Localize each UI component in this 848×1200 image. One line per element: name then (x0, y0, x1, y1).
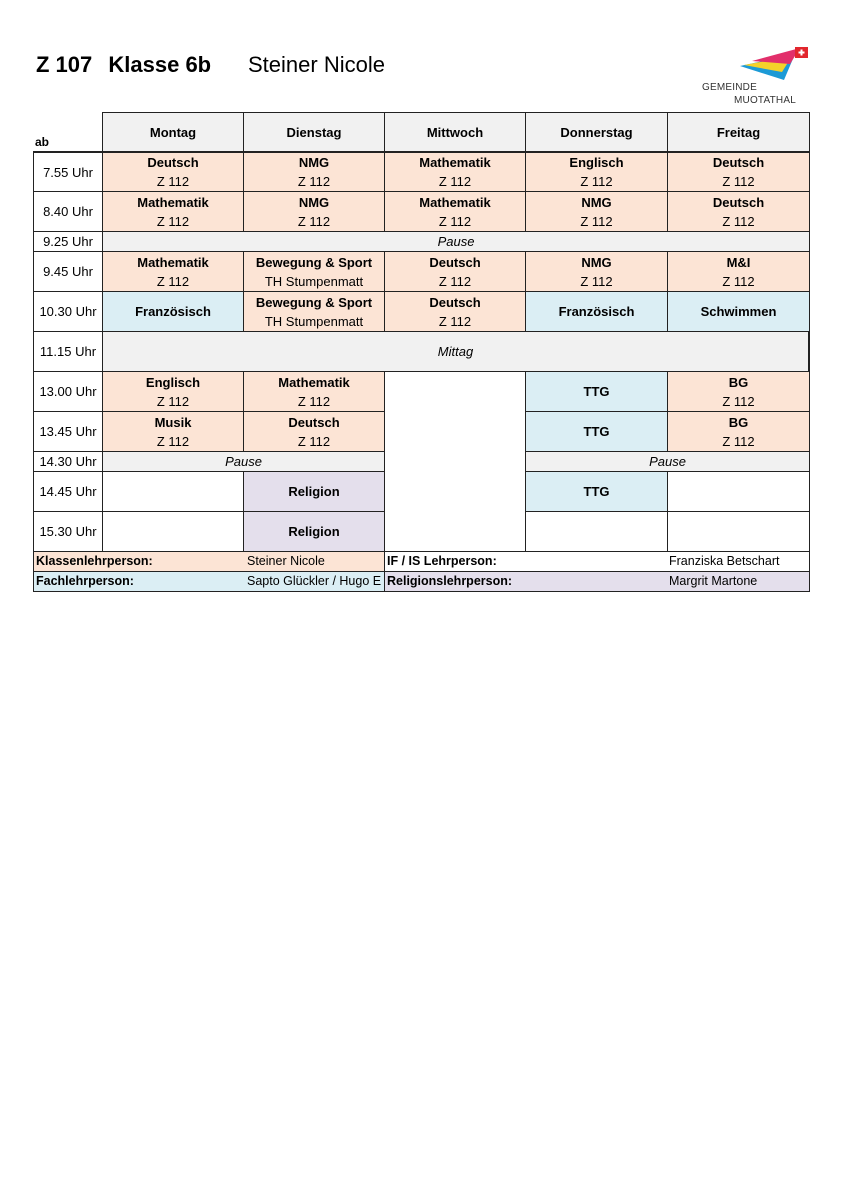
room: TH Stumpenmatt (264, 273, 364, 289)
room: Z 112 (297, 393, 331, 409)
lesson-cell (526, 412, 668, 452)
subject: Musik (154, 414, 192, 430)
subject: BG (728, 414, 749, 430)
time-label: 13.00 Uhr (33, 372, 103, 412)
footer-class-teacher (33, 552, 385, 572)
break-pause: Pause (103, 232, 810, 252)
room: Z 112 (438, 174, 472, 189)
day-header-tuesday: Dienstag (244, 112, 385, 152)
room: Z 112 (438, 313, 472, 329)
time-label: 11.15 Uhr (33, 332, 103, 372)
subject: Deutsch (429, 294, 481, 310)
footer-label: Fachlehrperson: (36, 574, 134, 588)
room: Z 112 (297, 213, 331, 229)
subject: Mathematik (419, 194, 491, 210)
subject: TTG (583, 484, 610, 499)
subject: NMG (298, 155, 330, 170)
subject: TTG (583, 424, 610, 439)
lesson-cell (103, 412, 244, 452)
subject: Religion (288, 484, 340, 499)
subject: Englisch (145, 374, 201, 390)
time-label: 13.45 Uhr (33, 412, 103, 452)
room: Z 112 (156, 433, 190, 449)
lesson-cell (526, 472, 668, 512)
lesson-cell (103, 152, 244, 192)
lesson-cell (668, 252, 810, 292)
logo-line2: MUOTATHAL (734, 95, 796, 106)
room: Z 112 (580, 213, 613, 229)
subject: Mathematik (137, 194, 209, 210)
room-number: Z 107 (36, 52, 93, 77)
lesson-cell (668, 152, 810, 192)
day-header-friday: Freitag (668, 112, 810, 152)
subject: Bewegung & Sport (255, 294, 373, 310)
time-label: 7.55 Uhr (33, 152, 103, 192)
subject: NMG (581, 254, 612, 270)
lesson-cell (668, 372, 810, 412)
time-label: 8.40 Uhr (33, 192, 103, 232)
empty-cell (526, 512, 668, 552)
lesson-cell (103, 192, 244, 232)
break-pause: Pause (103, 452, 385, 472)
subject: Deutsch (429, 254, 481, 270)
footer-value: Steiner Nicole (247, 554, 325, 568)
subject: TTG (583, 384, 610, 399)
lesson-cell (103, 252, 244, 292)
subject: BG (728, 374, 749, 390)
lesson-cell (244, 252, 385, 292)
lesson-cell (244, 292, 385, 332)
page-header (36, 52, 385, 78)
lesson-cell (244, 192, 385, 232)
class-name: Klasse 6b (108, 52, 212, 77)
day-header-wednesday: Mittwoch (385, 112, 526, 152)
subject: M&I (726, 254, 751, 270)
lesson-cell (385, 152, 526, 192)
footer-value: Sapto Glückler / Hugo E (247, 574, 382, 588)
empty-cell-wednesday-afternoon (385, 372, 526, 552)
room: Z 112 (722, 433, 755, 449)
time-label: 14.45 Uhr (33, 472, 103, 512)
logo-graphic (700, 44, 812, 84)
subject: NMG (581, 194, 612, 210)
lesson-cell (244, 372, 385, 412)
room: Z 112 (156, 273, 190, 289)
room: Z 112 (297, 174, 331, 189)
lesson-cell (244, 412, 385, 452)
room: Z 112 (722, 273, 755, 289)
subject: Deutsch (147, 155, 199, 170)
lesson-cell (385, 192, 526, 232)
lesson-cell (668, 412, 810, 452)
subject: Französisch (558, 304, 635, 319)
room: Z 112 (156, 393, 190, 409)
break-lunch: Mittag (103, 332, 810, 372)
lesson-cell (668, 292, 810, 332)
break-pause: Pause (526, 452, 810, 472)
lesson-cell (526, 372, 668, 412)
room: Z 112 (438, 273, 472, 289)
room: Z 112 (580, 273, 613, 289)
subject: Englisch (569, 155, 624, 170)
subject: Mathematik (278, 374, 350, 390)
footer-religion-teacher (385, 572, 810, 592)
day-header-monday: Montag (103, 112, 244, 152)
time-label: 15.30 Uhr (33, 512, 103, 552)
subject: Religion (288, 524, 340, 539)
lesson-cell (244, 472, 385, 512)
subject: NMG (298, 194, 330, 210)
subject: Mathematik (137, 254, 209, 270)
subject: Bewegung & Sport (255, 254, 373, 270)
room: Z 112 (297, 433, 331, 449)
timetable (33, 112, 810, 596)
subject: Deutsch (712, 155, 765, 170)
room: Z 112 (722, 213, 755, 229)
class-teacher: Steiner Nicole (248, 52, 385, 77)
time-label: 10.30 Uhr (33, 292, 103, 332)
room: Z 112 (156, 174, 190, 189)
room: Z 112 (580, 174, 613, 189)
room: Z 112 (722, 393, 755, 409)
room: TH Stumpenmatt (264, 313, 364, 329)
subject: Mathematik (419, 155, 491, 170)
lesson-cell (385, 252, 526, 292)
municipality-logo (700, 44, 812, 110)
time-label: 9.45 Uhr (33, 252, 103, 292)
subject: Schwimmen (700, 304, 777, 319)
empty-cell (668, 472, 810, 512)
lesson-cell (103, 372, 244, 412)
subject: Deutsch (712, 194, 765, 210)
empty-cell (103, 512, 244, 552)
room: Z 112 (722, 174, 755, 189)
logo-line1: GEMEINDE (702, 82, 757, 93)
lesson-cell (526, 192, 668, 232)
lesson-cell (385, 292, 526, 332)
time-label: 14.30 Uhr (33, 452, 103, 472)
empty-cell (103, 472, 244, 512)
footer-label: IF / IS Lehrperson: (387, 554, 497, 568)
footer-if-is-teacher (385, 552, 810, 572)
day-header-thursday: Donnerstag (526, 112, 668, 152)
footer-label: Religionslehrperson: (387, 574, 513, 588)
footer-value: Franziska Betschart (669, 554, 780, 568)
corner-label: ab (33, 112, 103, 152)
subject: Deutsch (288, 414, 340, 430)
footer-value: Margrit Martone (669, 574, 758, 588)
lesson-cell (526, 152, 668, 192)
lesson-cell (526, 252, 668, 292)
time-label: 9.25 Uhr (33, 232, 103, 252)
lesson-cell (244, 152, 385, 192)
room: Z 112 (438, 213, 472, 229)
empty-cell (668, 512, 810, 552)
room: Z 112 (156, 213, 190, 229)
lesson-cell (103, 292, 244, 332)
lesson-cell (244, 512, 385, 552)
lesson-cell (526, 292, 668, 332)
subject: Französisch (135, 304, 211, 319)
footer-label: Klassenlehrperson: (36, 554, 153, 568)
footer-subject-teacher (33, 572, 385, 592)
lesson-cell (668, 192, 810, 232)
